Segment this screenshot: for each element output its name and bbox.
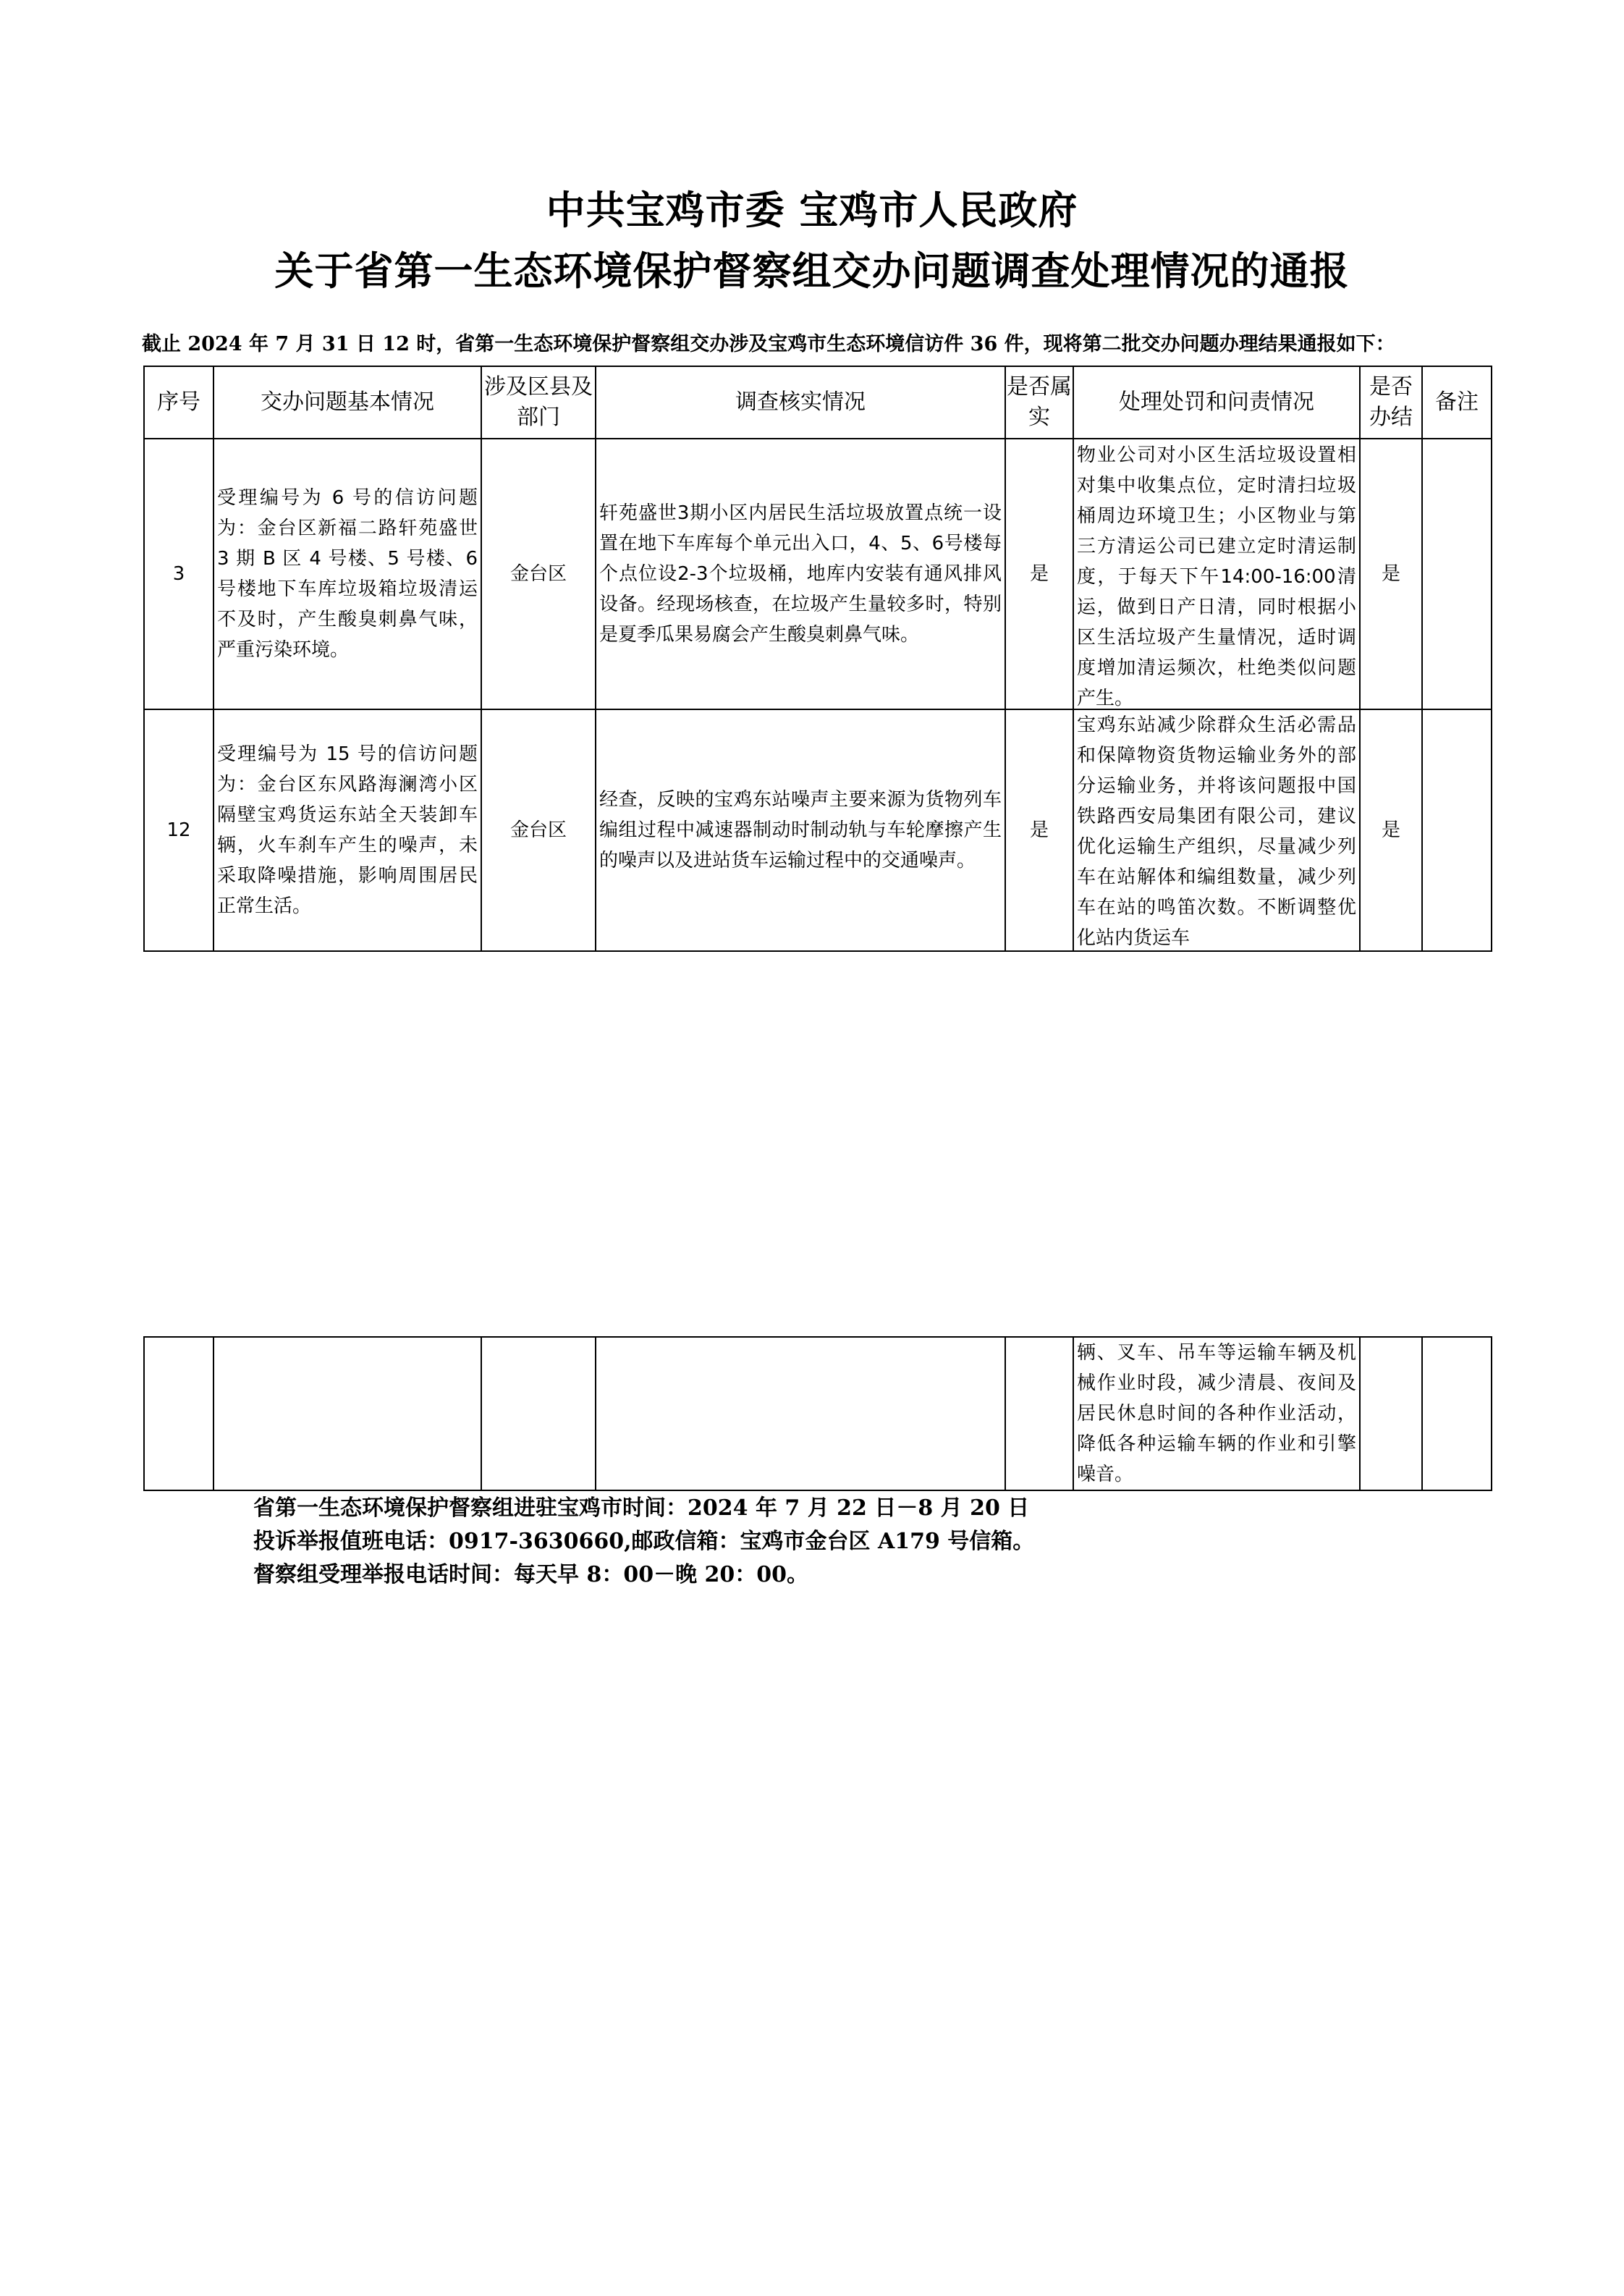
- cont-investigation: [596, 1337, 1005, 1490]
- table-row: [144, 1337, 1492, 1490]
- row-seq: 12: [144, 709, 213, 951]
- document-title-line1: 中共宝鸡市委 宝鸡市人民政府: [546, 187, 1078, 233]
- footer-period: 省第一生态环境保护督察组进驻宝鸡市时间：2024 年 7 月 22 日－8 月 20 日: [253, 1495, 1030, 1521]
- cont-handling: 辆、叉车、吊车等运输车辆及机械作业时段，减少清晨、夜间及居民休息时间的各种作业活动，降低各种运输车辆的作业和引擎噪音。: [1077, 1342, 1356, 1485]
- footer-hotline: 投诉举报值班电话：0917-3630660,邮政信箱：宝鸡市金台区 A179 号信箱。: [253, 1529, 1035, 1554]
- results-table-continuation: [143, 1336, 1492, 1491]
- row-district: 金台区: [481, 439, 596, 709]
- header-handling: 处理处罚和问责情况: [1073, 366, 1360, 439]
- cont-district: [481, 1337, 596, 1490]
- cont-verified: [1005, 1337, 1073, 1490]
- document-title-line2: 关于省第一生态环境保护督察组交办问题调查处理情况的通报: [274, 248, 1350, 294]
- intro-paragraph: 截止 2024 年 7 月 31 日 12 时，省第一生态环境保护督察组交办涉及宝鸡市生态环境信访件 36 件，现将第二批交办问题办理结果通报如下：: [142, 333, 1395, 355]
- header-district: 涉及区县及部门: [481, 366, 596, 439]
- row-handling: 物业公司对小区生活垃圾设置相对集中收集点位，定时清扫垃圾桶周边环境卫生；小区物业与第三方清运公司已建立定时清运制度，于每天下午14:00-16:00清运，做到日产日清，同时根据小区生活垃圾产生量情况，适时调度增加清运频次，杜绝类似问题产生。: [1077, 444, 1356, 708]
- header-closed: 是否办结: [1360, 366, 1422, 439]
- cont-problem: [213, 1337, 481, 1490]
- row-remarks: [1422, 709, 1492, 951]
- cont-seq: [144, 1337, 213, 1490]
- table-row: [144, 709, 1492, 951]
- header-problem: 交办问题基本情况: [213, 366, 481, 439]
- table-row: [144, 439, 1492, 709]
- cont-remarks: [1422, 1337, 1492, 1490]
- row-problem: 受理编号为 6 号的信访问题为：金台区新福二路轩苑盛世 3 期 B 区 4 号楼、5 号楼、6 号楼地下车库垃圾箱垃圾清运不及时，产生酸臭刺鼻气味，严重污染环境。: [217, 487, 478, 661]
- header-verified: 是否属实: [1005, 366, 1073, 439]
- row-district: 金台区: [481, 709, 596, 951]
- row-verified: 是: [1005, 439, 1073, 709]
- header-remarks: 备注: [1422, 366, 1492, 439]
- row-investigation: 经查，反映的宝鸡东站噪声主要来源为货物列车编组过程中减速器制动时制动轨与车轮摩擦产生的噪声以及进站货车运输过程中的交通噪声。: [599, 789, 1002, 871]
- table-header-row: [144, 366, 1492, 439]
- header-seq: 序号: [144, 366, 213, 439]
- row-closed: 是: [1360, 709, 1422, 951]
- row-handling: 宝鸡东站减少除群众生活必需品和保障物资货物运输业务外的部分运输业务，并将该问题报中国铁路西安局集团有限公司，建议优化运输生产组织，尽量减少列车在站解体和编组数量，减少列车在站的鸣笛次数。不断调整优化站内货运车: [1077, 714, 1356, 949]
- row-investigation: 轩苑盛世3期小区内居民生活垃圾放置点统一设置在地下车库每个单元出入口，4、5、6号楼每个点位设2-3个垃圾桶，地库内安装有通风排风设备。经现场核查，在垃圾产生量较多时，特别是夏季瓜果易腐会产生酸臭刺鼻气味。: [599, 502, 1002, 646]
- cont-closed: [1360, 1337, 1422, 1490]
- row-seq: 3: [144, 439, 213, 709]
- row-verified: 是: [1005, 709, 1073, 951]
- row-remarks: [1422, 439, 1492, 709]
- row-closed: 是: [1360, 439, 1422, 709]
- footer-hours: 督察组受理举报电话时间：每天早 8：00－晚 20：00。: [253, 1562, 809, 1587]
- header-investigation: 调查核实情况: [596, 366, 1005, 439]
- row-problem: 受理编号为 15 号的信访问题为：金台区东风路海澜湾小区隔壁宝鸡货运东站全天装卸车辆，火车刹车产生的噪声，未采取降噪措施，影响周围居民正常生活。: [217, 743, 478, 917]
- results-table: [143, 366, 1492, 952]
